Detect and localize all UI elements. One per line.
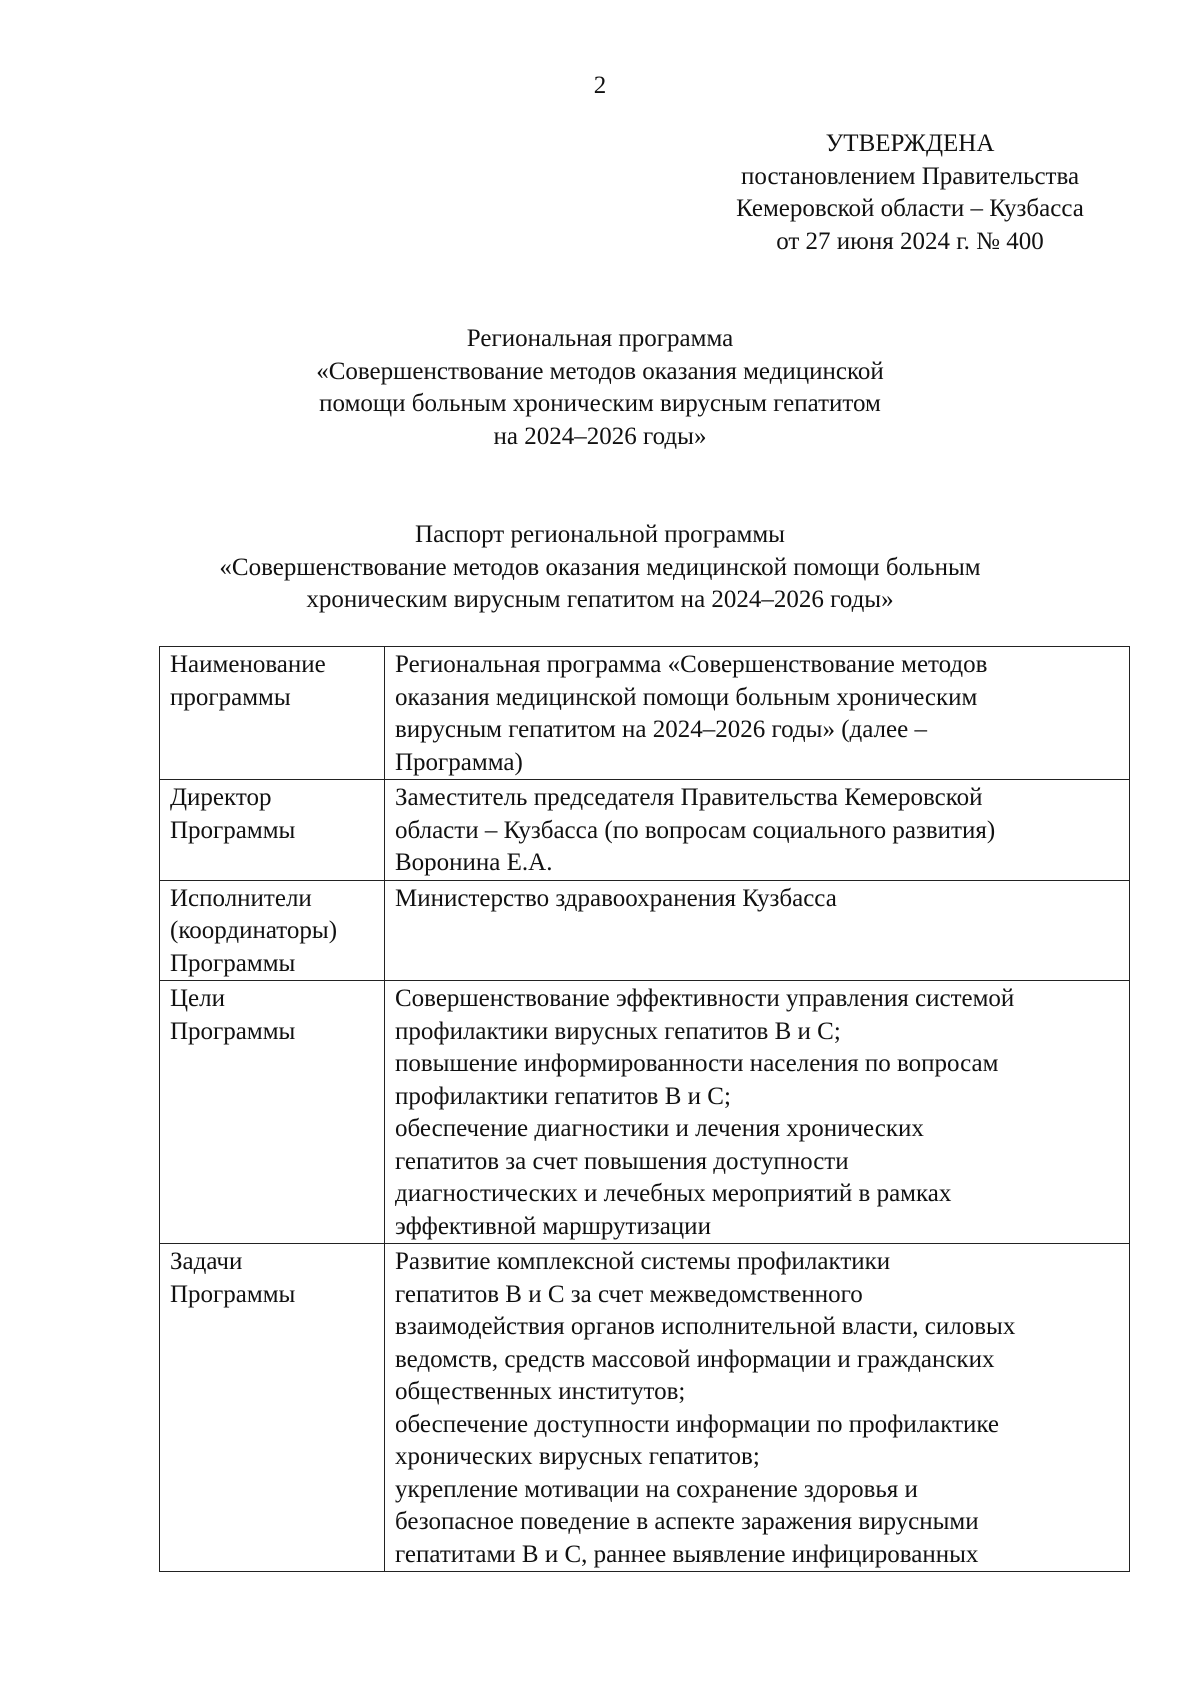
row-label-line: Программы bbox=[170, 816, 296, 844]
table-row bbox=[160, 780, 1130, 881]
row-value-line: обеспечение доступности информации по профилактике bbox=[395, 1410, 1000, 1438]
row-value-line: Развитие комплексной системы профилактики bbox=[395, 1248, 891, 1275]
table-row bbox=[160, 1244, 1130, 1572]
row-value-line: ведомств, средств массовой информации и гражданских bbox=[395, 1345, 995, 1373]
row-value-line: гепатитов В и С за счет межведомственного bbox=[395, 1280, 863, 1308]
row-label-line: Цели bbox=[170, 985, 226, 1012]
row-label-line: (координаторы) bbox=[170, 917, 338, 944]
approval-line: УТВЕРЖДЕНА bbox=[825, 130, 995, 157]
row-value-line: Региональная программа «Совершенствование методов bbox=[395, 651, 988, 678]
row-value-line: гепатитами В и С, раннее выявление инфицированных bbox=[395, 1540, 979, 1568]
row-value-line: гепатитов за счет повышения доступности bbox=[395, 1147, 849, 1175]
passport-title-line: «Совершенствование методов оказания медицинской помощи больным bbox=[219, 553, 981, 581]
row-value-line: профилактики вирусных гепатитов В и С; bbox=[395, 1017, 841, 1045]
row-value-line: области – Кузбасса (по вопросам социального развития) bbox=[395, 816, 996, 844]
row-value-line: хронических вирусных гепатитов; bbox=[395, 1443, 760, 1470]
row-value-line: Программа) bbox=[395, 748, 523, 776]
row-value-line: вирусным гепатитом на 2024–2026 годы» (далее – bbox=[395, 716, 927, 743]
row-value-line: Совершенствование эффективности управления системой bbox=[395, 985, 1015, 1012]
approval-line: постановлением Правительства bbox=[740, 162, 1080, 190]
row-value-line: эффективной маршрутизации bbox=[395, 1212, 711, 1240]
row-label-cell bbox=[160, 647, 385, 780]
program-title bbox=[150, 323, 1050, 453]
passport-title bbox=[100, 519, 1100, 617]
row-value-cell bbox=[385, 880, 1130, 981]
passport-table bbox=[159, 646, 1130, 1572]
row-value-line: общественных институтов; bbox=[395, 1378, 686, 1405]
row-label-line: Исполнители bbox=[170, 884, 312, 912]
row-label-line: программы bbox=[170, 683, 291, 711]
row-label-cell bbox=[160, 1244, 385, 1572]
table-row bbox=[160, 880, 1130, 981]
row-value-line: взаимодействия органов исполнительной власти, силовых bbox=[395, 1313, 1016, 1340]
row-label-line: Задачи bbox=[170, 1248, 243, 1275]
passport-title-line: хроническим вирусным гепатитом на 2024–2026 годы» bbox=[306, 586, 894, 613]
row-value-cell bbox=[385, 780, 1130, 881]
passport-table-body bbox=[160, 647, 1130, 1572]
row-value-cell bbox=[385, 647, 1130, 780]
row-value-cell bbox=[385, 981, 1130, 1244]
row-value-line: Заместитель председателя Правительства Кемеровской bbox=[395, 784, 983, 811]
row-value-line: профилактики гепатитов В и С; bbox=[395, 1082, 731, 1110]
passport-title-line: Паспорт региональной программы bbox=[415, 521, 785, 548]
row-label-cell bbox=[160, 981, 385, 1244]
row-label-line: Наименование bbox=[170, 651, 326, 678]
program-title-line: «Совершенствование методов оказания медицинской bbox=[316, 357, 884, 385]
row-value-line: укрепление мотивации на сохранение здоровья и bbox=[395, 1475, 918, 1503]
program-title-line: Региональная программа bbox=[466, 325, 734, 352]
page-number: 2 bbox=[593, 72, 607, 99]
row-value-line: обеспечение диагностики и лечения хронических bbox=[395, 1115, 924, 1142]
row-label-line: Программы bbox=[170, 949, 296, 977]
row-value-line: Министерство здравоохранения Кузбасса bbox=[395, 884, 837, 912]
row-value-line: диагностических и лечебных мероприятий в рамках bbox=[395, 1180, 952, 1207]
table-row bbox=[160, 647, 1130, 780]
program-title-line: на 2024–2026 годы» bbox=[493, 422, 707, 450]
approval-line: Кемеровской области – Кузбасса bbox=[736, 195, 1084, 222]
row-value-line: Воронина Е.А. bbox=[395, 849, 553, 876]
row-label-cell bbox=[160, 880, 385, 981]
row-value-line: оказания медицинской помощи больным хроническим bbox=[395, 683, 978, 711]
program-title-line: помощи больным хроническим вирусным гепатитом bbox=[319, 390, 881, 417]
row-value-line: повышение информированности населения по вопросам bbox=[395, 1050, 999, 1077]
row-value-cell bbox=[385, 1244, 1130, 1572]
table-row bbox=[160, 981, 1130, 1244]
row-label-line: Программы bbox=[170, 1280, 296, 1308]
row-label-line: Программы bbox=[170, 1017, 296, 1045]
approval-block bbox=[700, 128, 1120, 258]
row-label-cell bbox=[160, 780, 385, 881]
row-label-line: Директор bbox=[170, 784, 272, 811]
row-value-line: безопасное поведение в аспекте заражения вирусными bbox=[395, 1508, 979, 1535]
approval-line: от 27 июня 2024 г. № 400 bbox=[776, 227, 1044, 255]
